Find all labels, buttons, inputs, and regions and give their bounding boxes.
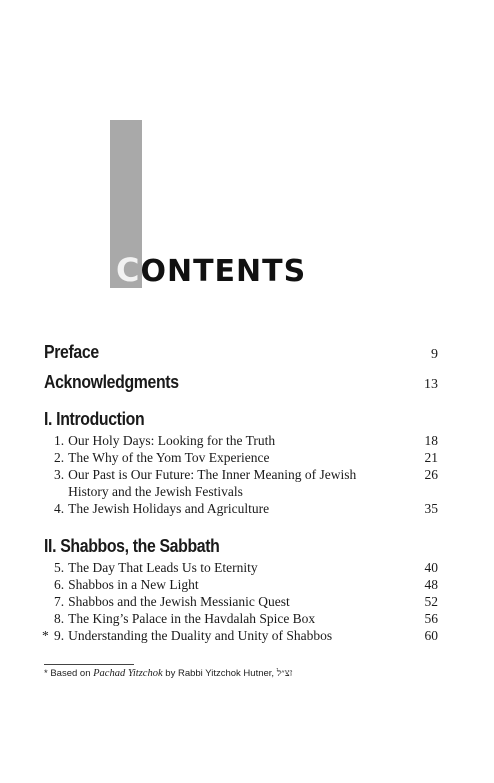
entry-page: 60 xyxy=(424,628,438,643)
entry-title: Shabbos and the Jewish Messianic Quest xyxy=(68,594,290,609)
entry-page: 56 xyxy=(424,611,438,626)
toc-entry[interactable] xyxy=(44,576,442,593)
toc-entry[interactable] xyxy=(44,559,442,576)
entry-page: 21 xyxy=(424,450,438,465)
entry-title: The Day That Leads Us to Eternity xyxy=(68,560,258,575)
entry-number: 1. xyxy=(54,433,65,448)
toc-preface[interactable] xyxy=(44,342,442,372)
entry-number: 9. xyxy=(54,628,65,643)
toc-preface-label: Preface xyxy=(44,342,99,362)
entry-number: 5. xyxy=(54,560,65,575)
entry-page: 52 xyxy=(424,594,438,609)
section-heading-introduction[interactable]: I. Introduction xyxy=(44,409,145,429)
toc-acknowledgments-page: 13 xyxy=(424,377,438,392)
entry-number: 6. xyxy=(54,577,65,592)
entry-title: Our Past is Our Future: The Inner Meaning of Jewish History and the Jewish Festivals xyxy=(68,467,357,499)
entry-title: Shabbos in a New Light xyxy=(68,577,199,592)
toc-entry[interactable] xyxy=(44,500,442,517)
footnote xyxy=(44,668,292,679)
entry-page: 48 xyxy=(424,577,438,592)
toc-entry[interactable] xyxy=(44,593,442,610)
title-first-letter: C xyxy=(116,251,141,289)
toc-entry[interactable] xyxy=(44,627,442,644)
toc-entry[interactable] xyxy=(44,432,442,449)
entry-title: Our Holy Days: Looking for the Truth xyxy=(68,433,276,448)
toc-acknowledgments[interactable] xyxy=(44,372,442,402)
toc-acknowledgments-label: Acknowledgments xyxy=(44,372,179,392)
footnote-divider xyxy=(44,664,134,665)
entry-title: The King’s Palace in the Havdalah Spice Box xyxy=(68,611,316,626)
entry-page: 18 xyxy=(424,433,438,448)
toc-entry[interactable] xyxy=(44,466,442,500)
footnote-prefix: * Based on xyxy=(44,668,94,679)
entry-number: 4. xyxy=(54,501,65,516)
entry-number: 7. xyxy=(54,594,65,609)
section-heading-shabbos[interactable]: II. Shabbos, the Sabbath xyxy=(44,536,220,556)
entry-number: 3. xyxy=(54,467,65,482)
entry-title: Understanding the Duality and Unity of Shabbos xyxy=(68,628,333,643)
entry-title: The Jewish Holidays and Agriculture xyxy=(68,501,270,516)
footnote-book-title: Pachad Yitzchok xyxy=(93,668,163,679)
footnote-suffix: by Rabbi Yitzchok Hutner, xyxy=(162,668,277,679)
footnote-hebrew: זצ״ל xyxy=(276,668,293,679)
title-rest: ONTENTS xyxy=(140,254,307,289)
page-title xyxy=(116,252,306,290)
entry-page: 40 xyxy=(424,560,438,575)
footnote-marker: * xyxy=(42,628,49,643)
toc-entry[interactable] xyxy=(44,449,442,466)
entry-number: 8. xyxy=(54,611,65,626)
entry-title: The Why of the Yom Tov Experience xyxy=(68,450,270,465)
entry-number: 2. xyxy=(54,450,65,465)
table-of-contents xyxy=(44,342,442,644)
entry-page: 26 xyxy=(424,467,438,482)
toc-entry[interactable] xyxy=(44,610,442,627)
toc-preface-page: 9 xyxy=(431,347,438,362)
entry-page: 35 xyxy=(424,501,438,516)
